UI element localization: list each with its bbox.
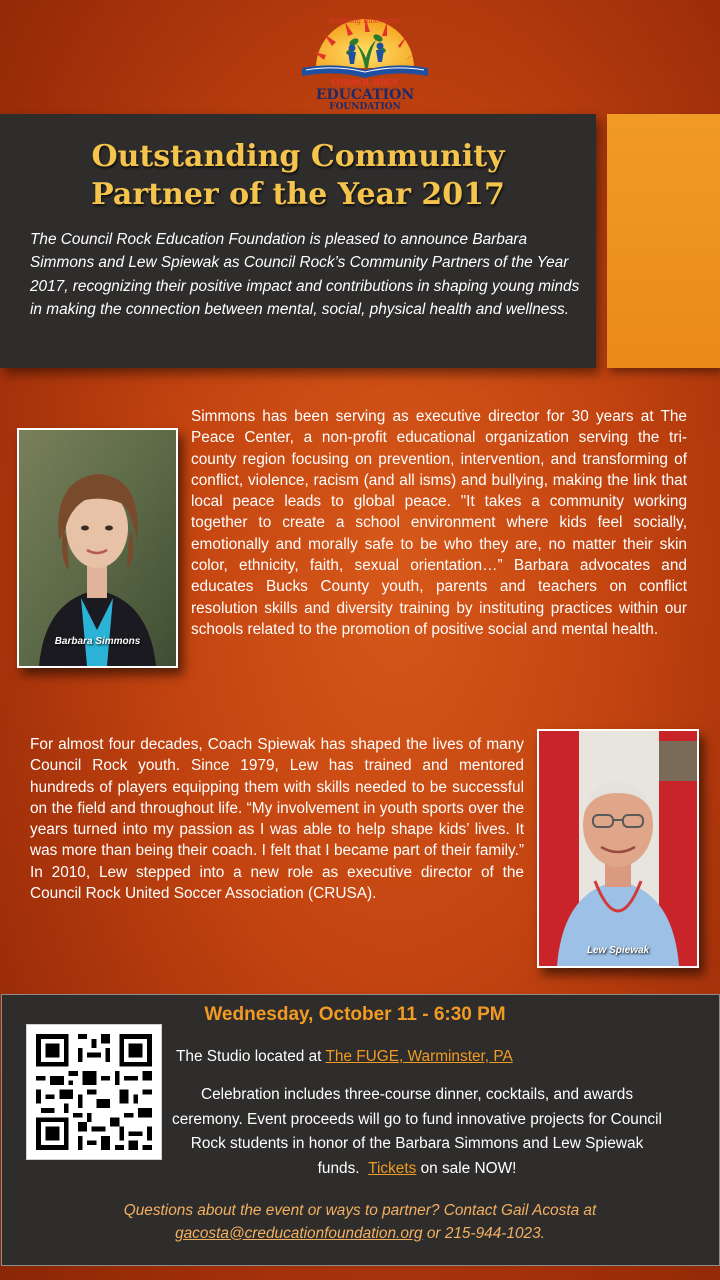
title-line-2: Partner of the Year 2017: [91, 177, 505, 212]
portrait-man-icon: [539, 731, 697, 966]
lew-spiewak-photo: [537, 729, 699, 968]
barbara-simmons-photo: [17, 428, 178, 668]
page-title: [0, 138, 596, 214]
qr-code-icon: [27, 1025, 161, 1159]
event-description: [170, 1083, 664, 1181]
portrait-woman-icon: [19, 430, 176, 666]
tickets-link[interactable]: Tickets: [368, 1159, 417, 1177]
logo-line2: EDUCATION: [315, 87, 415, 103]
questions-suffix: or 215-944-1023.: [422, 1224, 545, 1242]
email-link[interactable]: gacosta@creducationfoundation.org: [175, 1224, 423, 1242]
celebration-text: Celebration includes three-course dinner, cocktails, and awards ceremony. Event proceeds will go to fund innovative projects for Council Rock students in honor of the Barbara Simmons and Lew Spiewak funds.: [172, 1086, 662, 1177]
accent-block: [607, 114, 720, 368]
tickets-suffix: on sale NOW!: [416, 1159, 517, 1177]
event-date-time: Wednesday, October 11 - 6:30 PM: [204, 1004, 506, 1025]
logo-tagline: Inspiring Innovation: [328, 17, 402, 25]
logo-emblem: [296, 8, 434, 112]
barbara-simmons-bio: Simmons has been serving as executive director for 30 years at The Peace Center, a non-profit educational organization serving the tri-county region focusing on prevention, intervention, and transforming of conflict, violence, racism (and all isms) and bullying, making the link that local peace leads to global peace. "It takes a community working together to create a school environment where kids feel socially, emotionally and morally safe to be who they are, no matter their skin color, ethnicity, faith, sexual orientation…” Barbara advocates and educates Bucks County youth, parents and teachers on conflict resolution skills and diversity training by instituting practices within our schools related to the promotion of positive social and mental health.: [191, 408, 687, 638]
venue-prefix: The Studio located at: [176, 1048, 326, 1065]
questions-prefix: Questions about the event or ways to partner? Contact Gail Acosta at: [123, 1202, 597, 1219]
lew-spiewak-bio: For almost four decades, Coach Spiewak has shaped the lives of many Council Rock youth. Since 1979, Lew has trained and mentored hundreds of players equipping them with skills needed to be successful on the field and throughout life. “My involvement in youth sports over the years turned into my passion as I was able to help shape kids’ lives. It was more than being their coach. I felt that I became part of their family.” In 2010, Lew stepped into a new role as executive director of the Council Rock United Soccer Association (CRUSA).: [30, 736, 524, 903]
photo-caption: Lew Spiewak: [586, 945, 650, 956]
event-venue: [176, 1048, 513, 1066]
title-line-1: Outstanding Community: [91, 139, 505, 174]
photo-caption: Barbara Simmons: [54, 636, 141, 647]
intro-text: The Council Rock Education Foundation is pleased to announce Barbara Simmons and Lew Spiewak as Council Rock’s Community Partners of the Year 2017, recognizing their positive impact and contributions in shaping young minds in making the connection between mental, social, physical health and wellness.: [30, 231, 580, 319]
foundation-logo: [296, 8, 434, 112]
logo-line3: FOUNDATION: [329, 102, 401, 112]
contact-info: [60, 1200, 660, 1245]
venue-link[interactable]: The FUGE, Warminster, PA: [325, 1048, 513, 1065]
logo-line1: COUNCIL ROCK: [331, 78, 399, 87]
qr-code[interactable]: [26, 1024, 162, 1160]
